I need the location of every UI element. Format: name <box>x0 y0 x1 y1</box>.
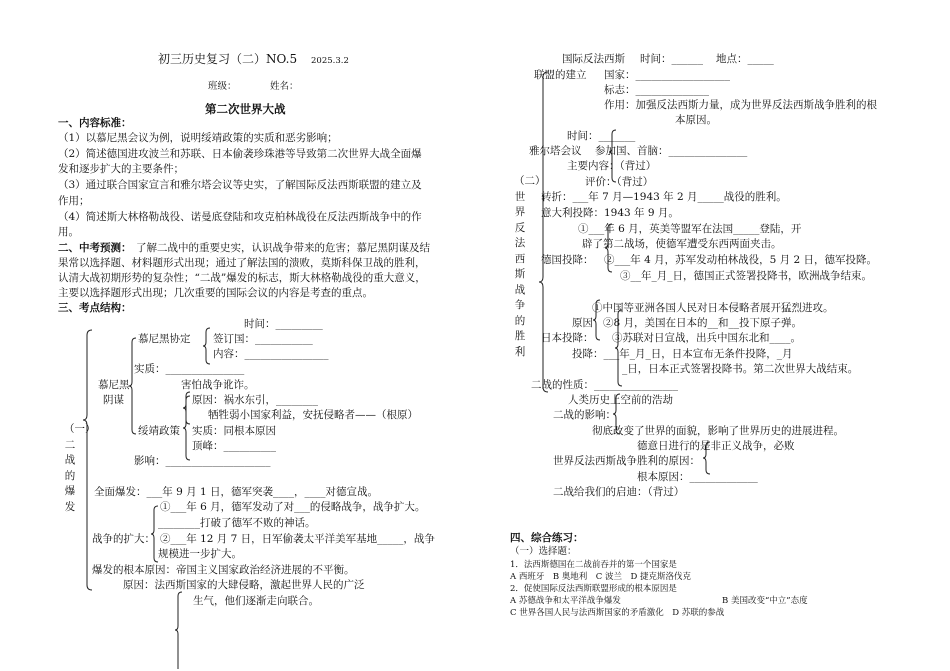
alliance-effect-cont: 本原因。 <box>675 114 717 126</box>
exercise-heading: 四、综合练习： <box>510 532 584 544</box>
standard-item: （2）简述德国进攻波兰和苏联、日本偷袭珍珠港等导致第二次世界大战全面爆 <box>58 148 422 160</box>
expand-line: 规模进一步扩大。 <box>158 548 242 560</box>
reason-label: 原因：祸水东引，________ <box>192 394 318 406</box>
yalta-evaluation: 评价：（背过） <box>585 176 654 188</box>
war-nature: 二战的性质：________________ <box>531 379 678 391</box>
outbreak-line: 全面爆发：___年 9 月 1 日，德军突袭____，____对德宣战。 <box>94 486 378 498</box>
doc-date: 2025.3.2 <box>311 56 349 66</box>
alliance-sign: 标志：______________ <box>604 84 709 96</box>
expand-line: ________打破了德军不败的神话。 <box>158 517 316 529</box>
brace-munich-plot <box>129 338 136 434</box>
time-label: 时间：_________ <box>244 318 323 330</box>
alliance-title: 国际反法西斯 <box>562 53 625 65</box>
cause-line: 生气，他们逐渐走向联合。 <box>193 595 319 607</box>
munich-plot-1: 慕尼黑 <box>98 379 130 391</box>
question-2-option-a: A 苏德战争和太平洋战争爆发 <box>510 596 621 606</box>
germany-item: 辟了第二战场，使德军遭受东西两面夹击。 <box>582 238 782 250</box>
brace-part1 <box>83 330 92 590</box>
brace-appeasement <box>183 396 190 460</box>
question-2-option-b: B 美国改变“中立”态度 <box>722 596 808 606</box>
turning-point: 转折：___年 7 月—1943 年 2 月_____战役的胜利。 <box>541 191 787 203</box>
japan-label: 日本投降： <box>541 332 594 344</box>
yalta-conference: 雅尔塔会议 <box>529 145 582 157</box>
italy-surrender: 意大利投降：1943 年 9 月。 <box>541 207 679 219</box>
essence-label: 实质：_______________ <box>134 363 245 375</box>
japan-item: ①中国等亚洲各国人民对日本侵略者展开猛烈进攻。 <box>592 302 834 314</box>
forecast-heading: 二、中考预测： <box>58 242 132 254</box>
signatories-label: 签订国：___________ <box>213 333 313 345</box>
expand-line: ②___年 12 月 7 日，日军偷袭太平洋美军基地_____，战争 <box>160 533 435 545</box>
cause-line: 原因：法西斯国家的大肆侵略，激起世界人民的广泛 <box>123 579 365 591</box>
structure-heading: 三、考点结构： <box>58 302 132 314</box>
standard-item: （4）简述斯大林格勒战役、诺曼底登陆和攻克柏林战役在反法西斯战争中的作 <box>58 211 422 223</box>
germany-label: 德国投降： <box>541 254 594 266</box>
forecast-line: 果常以选择题、材料题形式出现；通过了解法国的溃败，莫斯科保卫战的胜利， <box>58 257 426 269</box>
war-catastrophe: 人类历史上空前的浩劫 <box>568 394 673 406</box>
standard-item: 用。 <box>58 226 79 238</box>
expand-line: ①___年 6 月，德军发动了对___的侵略战争，战争扩大。 <box>160 501 426 513</box>
section-title: 第二次世界大战 <box>205 102 286 116</box>
munich-agreement: 慕尼黑协定 <box>138 333 191 345</box>
victory-reason-label: 世界反法西斯战争胜利的原因： <box>553 455 700 467</box>
appeasement-essence: 实质：同根本原因 <box>192 425 276 437</box>
standard-item: 发和逐步扩大的主要条件； <box>58 163 184 175</box>
munich-plot-2: 阴谋 <box>103 394 124 406</box>
appeasement-policy: 绥靖政策 <box>138 425 180 437</box>
question-2-option-c: C 世界各国人民与法西斯国家的矛盾激化 D 苏联的参战 <box>510 608 725 618</box>
germany-item: ③__年_月_日，德国正式签署投降书，欧洲战争结束。 <box>620 270 872 282</box>
part1-vertical-title: （一）二战的爆发 <box>64 423 96 513</box>
yalta-attendees: 参加国、首脑：_______________ <box>595 145 748 157</box>
japan-surrender-cont: _日，日本正式签署投降书。第二次世界大战结束。 <box>622 363 859 375</box>
exercise-subheading: （一）选择题： <box>510 546 577 557</box>
sacrifice-text: 牺牲弱小国家利益，安抚侵略者——（根原） <box>208 409 418 421</box>
alliance-effect: 作用：加强反法西斯力量，成为世界反法西斯战争胜利的根 <box>604 99 877 111</box>
forecast-line: 认清大战初期形势的复杂性；“二战”爆发的标志，斯大林格勒战役的重大意义， <box>58 272 426 284</box>
peak-label: 顶峰：__________ <box>192 440 276 452</box>
japan-surrender: 投降：___年_月_日，日本宣布无条件投降，_月 <box>572 348 793 360</box>
forecast-line: 主要以选择题形式出现；几次重要的国际会议的内容是考查的重点。 <box>58 287 373 299</box>
doc-title: 初三历史复习（二）NO.5 <box>158 52 298 66</box>
war-influence: 彻底改变了世界的面貌，影响了世界历史的进展进程。 <box>592 425 844 437</box>
question-1-options: A 西班牙 B 奥地利 C 波兰 D 捷克斯洛伐克 <box>510 572 692 582</box>
name-label: 姓名： <box>270 81 299 92</box>
question-2: 2．促使国际反法西斯联盟形成的根本原因是 <box>510 584 677 594</box>
standard-item: 作用； <box>58 195 90 207</box>
alliance-countries: 国家：__________________ <box>604 69 730 81</box>
alliance-place: 地点：_____ <box>716 53 774 65</box>
forecast-line: 了解二战中的重要史实，认识战争带来的危害；慕尼黑阴谋及结 <box>136 242 430 254</box>
part2-vertical-title: （二）世界反法西斯战争的胜利 <box>514 175 546 358</box>
axis-war: 德意日进行的是非正义战争，必败 <box>637 440 795 452</box>
root-reason: 根本原因：_____________ <box>637 471 758 483</box>
fear-text: 害怕战争讹诈。 <box>181 379 255 391</box>
content-label: 内容：________________ <box>213 348 329 360</box>
japan-item: ②8 月，美国在日本的__和__投下原子弹。 <box>603 317 803 329</box>
yalta-content: 主要内容：（背过） <box>567 160 657 172</box>
question-1: 1．法西斯德国在二战前吞并的第一个国家是 <box>510 560 677 570</box>
expand-label: 战争的扩大： <box>92 533 155 545</box>
influence-label: 影响：____________________ <box>134 455 271 467</box>
standard-item: （1）以慕尼黑会议为例，说明绥靖政策的实质和恶劣影响； <box>58 132 338 144</box>
yalta-time: 时间：_______ <box>567 130 636 142</box>
war-influence-label: 二战的影响： <box>553 409 616 421</box>
germany-item: ①___年 6 月，英美等盟军在法国_____登陆，开 <box>578 223 802 235</box>
brace-bottom <box>175 592 182 669</box>
alliance-title-2: 联盟的建立 <box>534 69 587 81</box>
japan-reason: 原因 <box>572 317 593 329</box>
brace-munich-agreement <box>203 328 210 364</box>
standards-heading: 一、内容标准： <box>58 117 132 129</box>
war-lesson: 二战给我们的启迪：（背过） <box>553 486 685 498</box>
root-cause-line: 爆发的根本原因：帝国主义国家政治经济进展的不平衡。 <box>92 564 355 576</box>
germany-item: ②___年 4 月，苏军发动柏林战役，5 月 2 日，德军投降。 <box>604 254 877 266</box>
alliance-time: 时间：______ <box>640 53 703 65</box>
standard-item: （3）通过联合国家宣言和雅尔塔会议等史实，了解国际反法西斯联盟的建立及 <box>58 179 422 191</box>
japan-item: ③苏联对日宣战，出兵中国东北和____。 <box>612 332 801 344</box>
class-label: 班级： <box>208 81 237 92</box>
